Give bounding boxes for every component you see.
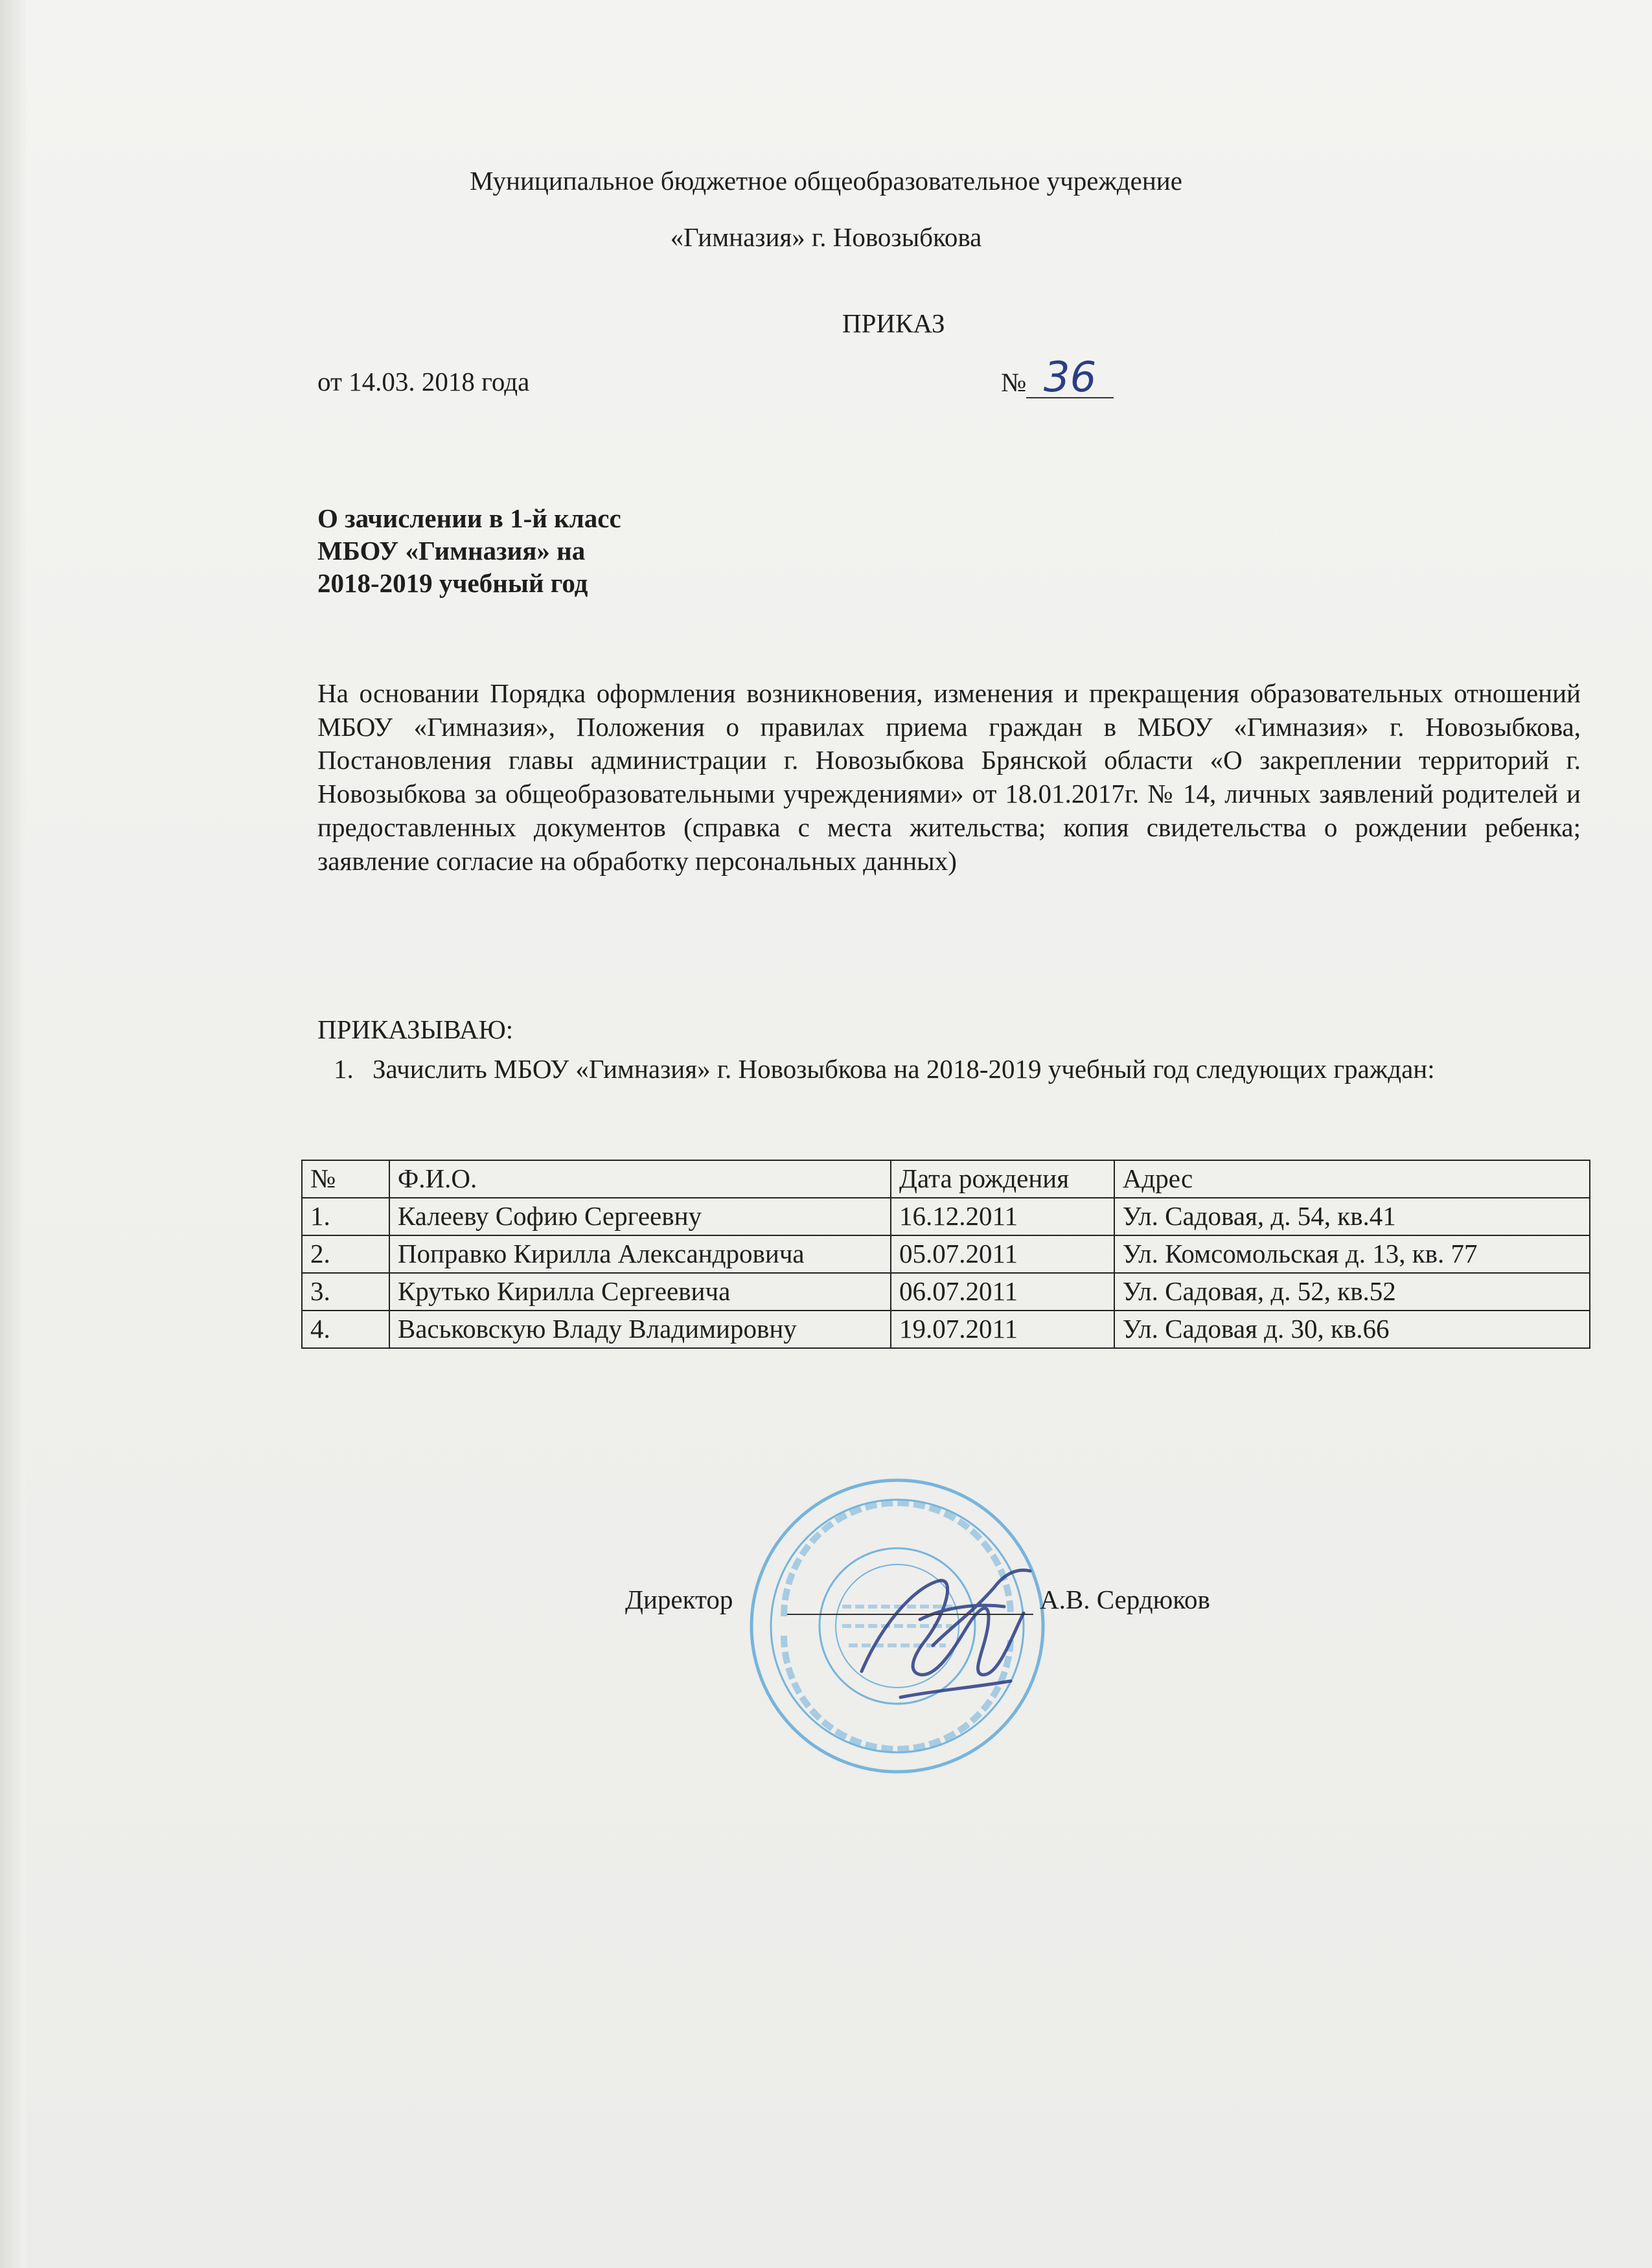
cell-name: Васьковскую Владу Владимировну — [389, 1311, 891, 1348]
order-subject — [317, 502, 621, 599]
order-number — [1001, 354, 1114, 402]
decree-heading: ПРИКАЗЫВАЮ: — [317, 1014, 514, 1044]
cell-number: 2. — [302, 1235, 389, 1273]
cell-address: Ул. Комсомольская д. 13, кв. 77 — [1114, 1235, 1590, 1273]
order-number-handwritten: 36 — [1026, 358, 1114, 398]
cell-name: Поправко Кирилла Александровича — [389, 1235, 891, 1273]
cell-birthdate: 16.12.2011 — [891, 1198, 1114, 1235]
subject-line3: 2018-2019 учебный год — [317, 568, 588, 598]
cell-birthdate: 19.07.2011 — [891, 1311, 1114, 1348]
table-row — [302, 1198, 1590, 1235]
header-cell-name: Ф.И.О. — [389, 1160, 891, 1198]
cell-birthdate: 06.07.2011 — [891, 1273, 1114, 1311]
cell-name: Крутько Кирилла Сергеевича — [389, 1273, 891, 1311]
cell-number: 1. — [302, 1198, 389, 1235]
handwritten-signature-icon — [842, 1542, 1056, 1736]
signature-line — [787, 1614, 1033, 1615]
cell-number: 4. — [302, 1311, 389, 1348]
decree-item-number: 1. — [334, 1054, 354, 1084]
order-number-label: № — [1001, 367, 1027, 397]
cell-name: Калееву Софию Сергеевну — [389, 1198, 891, 1235]
decree-item-1 — [334, 1053, 1590, 1085]
cell-address: Ул. Садовая, д. 52, кв.52 — [1114, 1273, 1590, 1311]
students-table — [301, 1160, 1590, 1349]
table-row — [302, 1235, 1590, 1273]
cell-address: Ул. Садовая д. 30, кв.66 — [1114, 1311, 1590, 1348]
header-cell-birthdate: Дата рождения — [891, 1160, 1114, 1198]
cell-number: 3. — [302, 1273, 389, 1311]
scan-edge — [0, 0, 26, 2268]
org-name-line1: Муниципальное бюджетное общеобразовательное учреждение — [470, 166, 1182, 196]
table-header-row — [302, 1160, 1590, 1198]
order-date: от 14.03. 2018 года — [317, 367, 530, 396]
subject-line2: МБОУ «Гимназия» на — [317, 536, 586, 566]
org-name-line2: «Гимназия» г. Новозыбкова — [670, 222, 982, 252]
signatory-role: Директор — [625, 1585, 733, 1614]
decree-item-text: Зачислить МБОУ «Гимназия» г. Новозыбкова на 2018-2019 учебный год следующих граждан: — [373, 1054, 1435, 1084]
subject-line1: О зачислении в 1-й класс — [317, 503, 621, 533]
signatory-name: А.В. Сердюков — [1040, 1585, 1210, 1614]
header-cell-number: № — [302, 1160, 389, 1198]
order-basis-paragraph: На основании Порядка оформления возникновения, изменения и прекращения образовательных отношений МБОУ «Гимназия», Положения о правилах приема граждан в МБОУ «Гимназия» г. Новозыбкова, Постановления главы администрации г. Новозыбкова Брянской области «О закреплении территорий г. Новозыбкова за общеобразовательными учреждениями» от 18.01.2017г. № 14, личных заявлений родителей и предоставленных документов (справка с места жительства; копия свидетельства о рождении ребенка; заявление согласие на обработку персональных данных) — [317, 678, 1581, 876]
table-row — [302, 1273, 1590, 1311]
table-row — [302, 1311, 1590, 1348]
cell-birthdate: 05.07.2011 — [891, 1235, 1114, 1273]
cell-address: Ул. Садовая, д. 54, кв.41 — [1114, 1198, 1590, 1235]
header-cell-address: Адрес — [1114, 1160, 1590, 1198]
order-title: ПРИКАЗ — [842, 308, 945, 338]
